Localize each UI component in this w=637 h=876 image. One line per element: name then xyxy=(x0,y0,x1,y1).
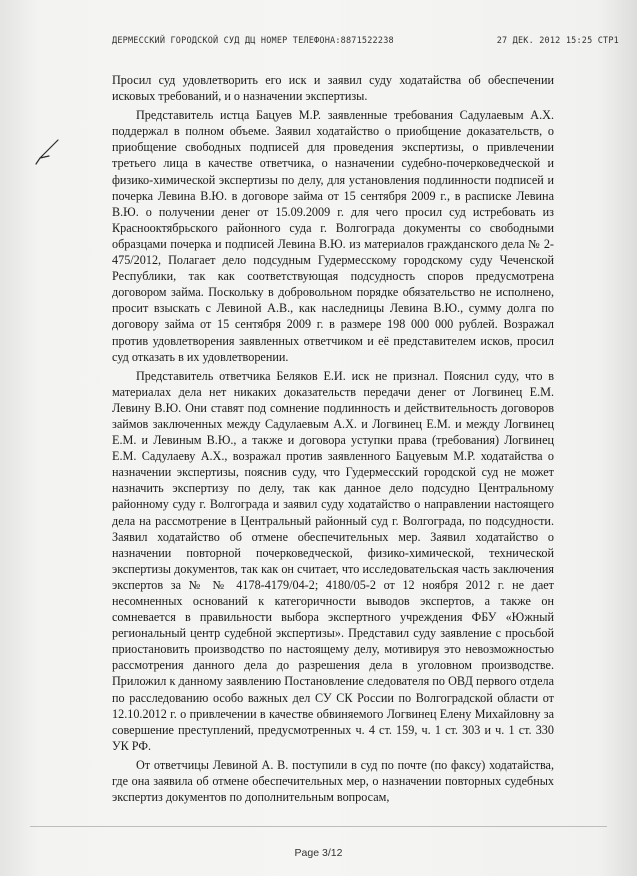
paragraph-plaintiff-representative: Представитель истца Бацуев М.Р. заявленные требования Садулаевым А.Х. поддержал в полном объеме. Заявил ходатайство о приобщение доказательств, о приобщение свободных подписей для проведения экспертизы, о привлечении третьего лица в качестве ответчика, о назначении судебно-почерковедческой и физико-химической экспертизы по делу, для установления подлинности подписей и почерка Левина В.Ю. в договоре займа от 15 сентября 2009 г., в расписке Левина В.Ю. о получении денег от 15.09.2009 г. для чего просил суд истребовать из Краснооктябрьского районного суда г. Волгограда документы со свободными образцами почерка и подписей Левина В.Ю. из материалов гражданского дела № 2-475/2012, Полагает дело подсудным Гудермесскому городскому суду Чеченской Республики, так как соответствующая подсудность споров предусмотрена договором займа. Поскольку в добровольном порядке обязательство не исполнено, просит взыскать с Левиной А.В., как наследницы Левина В.Ю., сумму долга по договору займа от 15 сентября 2009 г. в размере 198 000 000 рублей. Возражал против удовлетворения заявленных ответчиком и её представителем исков, просил суд отказать в их удовлетворении. xyxy=(112,108,554,364)
fax-header xyxy=(112,36,619,46)
paragraph-defendant-motions: От ответчицы Левиной А. В. поступили в суд по почте (по факсу) ходатайства, где она заявила об отмене обеспечительных мер, о назначении повторных судебных экспертиз документов по дополнительным вопросам, xyxy=(112,757,554,805)
paragraph-claim-summary: Просил суд удовлетворить его иск и заявил суду ходатайства об обеспечении исковых требований, и о назначении экспертизы. xyxy=(112,73,554,104)
document-body xyxy=(112,72,554,805)
fax-header-datetime: 27 ДЕК. 2012 15:25 СТР1 xyxy=(496,36,619,46)
fax-header-sender: ДЕРМЕССКИЙ ГОРОДСКОЙ СУД ДЦ НОМЕР ТЕЛЕФОНА:8871522238 xyxy=(112,36,394,46)
page-number: Page 3/12 xyxy=(294,847,343,859)
handwritten-check-mark-icon xyxy=(34,138,60,166)
paragraph-defendant-representative: Представитель ответчика Беляков Е.И. иск не признал. Пояснил суду, что в материалах дела нет никаких доказательств передачи денег от Логвинец Е.М. Левину В.Ю. Они ставят под сомнение подлинность и действительность договоров займов заключенных между Садулаевым А.Х. и Логвинец Е.М. и между Логвинец Е.М. и Левиным В.Ю., а также и договора уступки права (требования) Логвинец Е.М. Садулаеву А.Х., возражал против заявленного Бацуевым М.Р. ходатайства о назначении экспертизы, пояснив суду, что Гудермесский городской суд не может назначить экспертизу по делу, так как данное дело подсудно Центральному районному суду г. Волгограда и заявил суду ходатайство о направлении настоящего дела на рассмотрение в Центральный районный суд г. Волгограда, по подсудности. Заявил ходатайство об отмене обеспечительных мер. Заявил ходатайство о назначении повторной почерковедческой, физико-химической, технической экспертизы документов, так как он считает, что исследовательская часть заключения экспертов за № № 4178-4179/04-2; 4180/05-2 от 12 ноября 2012 г. не дает несомненных оснований к категоричности выводов экспертов, а также он сомневается в правильности выбора экспертного учреждения ФБУ «Южный региональный центр судебной экспертизы». Представил суду заявление с просьбой приостановить производство по настоящему делу, мотивируя это невозможностью рассмотрения данного дела до разрешения дела в уголовном производстве. Приложил к данному заявлению Постановление следователя по ОВД первого отдела по расследованию особо важных дел СУ СК России по Волгоградской области от 12.10.2012 г. о привлечении в качестве обвиняемого Логвинец Елену Михайловну за совершение преступлений, предусмотренных ч. 4 ст. 159, ч. 1 ст. 303 и ч. 1 ст. 330 УК РФ. xyxy=(112,368,554,753)
footer-divider xyxy=(30,826,607,827)
